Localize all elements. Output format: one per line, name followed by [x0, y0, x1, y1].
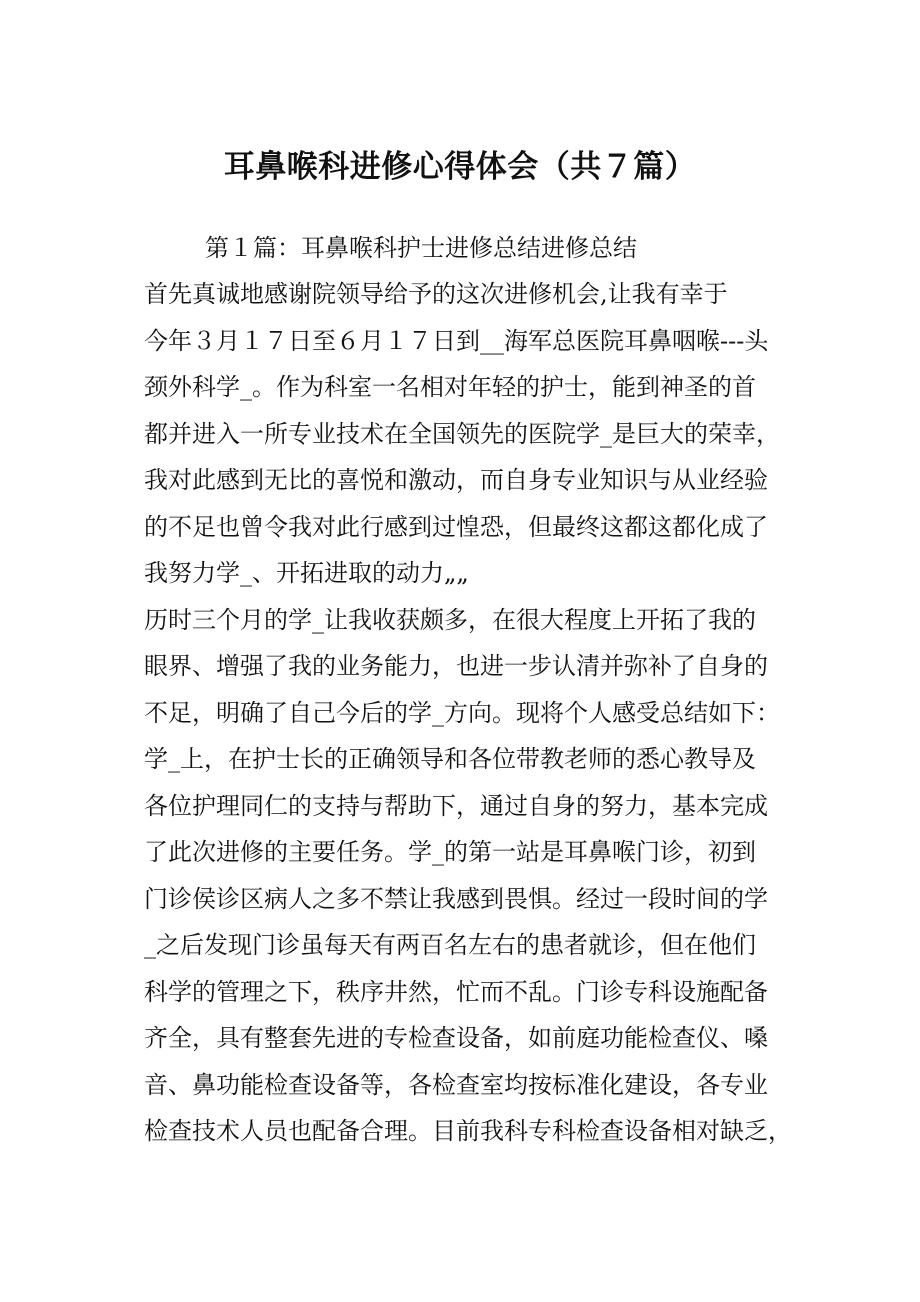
text-line: 各位护理同仁的支持与帮助下，通过自身的努力，基本完成 — [144, 791, 768, 820]
body-text — [144, 271, 792, 1155]
text-line: 检查技术人员也配备合理。目前我科专科检查设备相对缺乏， — [144, 1117, 792, 1145]
text-line: 不足，明确了自己今后的学_方向。现将个人感受总结如下： — [144, 698, 780, 727]
text-line: 齐全，具有整套先进的专检查设备，如前庭功能检查仪、嗓 — [144, 1024, 768, 1052]
text-line: 我对此感到无比的喜悦和激动，而自身专业知识与从业经验 — [144, 466, 768, 494]
text-line: _之后发现门诊虽每天有两百名左右的患者就诊，但在他们 — [144, 931, 756, 959]
text-line: 学_上，在护士长的正确领导和各位带教老师的悉心教导及 — [144, 745, 756, 773]
text-line: 历时三个月的学_让我收获颇多，在很大程度上开拓了我的 — [144, 605, 756, 634]
text-line: 颈外科学_。作为科室一名相对年轻的护士，能到神圣的首 — [144, 373, 756, 401]
section-heading: 第１篇：耳鼻喉科护士进修总结进修总结 — [205, 234, 637, 262]
text-line: 了此次进修的主要任务。学_的第一站是耳鼻喉门诊，初到 — [144, 838, 756, 866]
text-line: 今年３月１７日至６月１７日到__海军总医院耳鼻咽喉---头 — [144, 326, 769, 355]
text-line: 音、鼻功能检查设备等，各检查室均按标准化建设，各专业 — [144, 1070, 768, 1099]
text-line: 首先真诚地感谢院领导给予的这次进修机会,让我有幸于 — [144, 280, 728, 308]
text-line: 的不足也曾令我对此行感到过惶恐，但最终这都这都化成了 — [144, 512, 768, 541]
text-line: 眼界、增强了我的业务能力，也进一步认清并弥补了自身的 — [144, 652, 768, 680]
text-line: 我努力学_、开拓进取的动力„„ — [144, 559, 469, 587]
text-line: 科学的管理之下，秩序井然，忙而不乱。门诊专科设施配备 — [144, 977, 768, 1006]
text-line: 门诊侯诊区病人之多不禁让我感到畏惧。经过一段时间的学 — [144, 884, 768, 913]
document-title: 耳鼻喉科进修心得体会（共７篇） — [223, 149, 697, 185]
text-line: 都并进入一所专业技术在全国领先的医院学_是巨大的荣幸， — [144, 419, 780, 448]
